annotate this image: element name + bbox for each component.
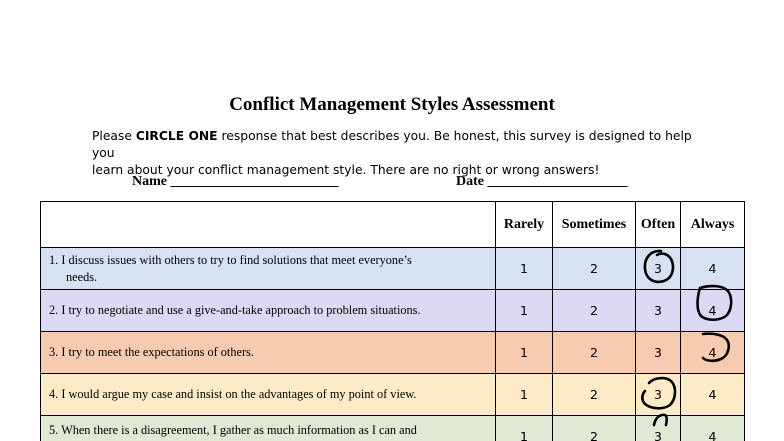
option-always[interactable] bbox=[681, 332, 745, 374]
date-field[interactable]: Date ____________________ bbox=[456, 174, 628, 189]
option-always[interactable] bbox=[681, 248, 745, 290]
option-value: 1 bbox=[520, 429, 528, 441]
question-text bbox=[41, 332, 496, 374]
survey-table bbox=[40, 201, 745, 441]
name-field[interactable]: Name ________________________ bbox=[132, 174, 339, 189]
option-value: 1 bbox=[520, 303, 528, 318]
question-line1: I try to meet the expectations of others. bbox=[61, 345, 254, 359]
header-sometimes: Sometimes bbox=[553, 202, 636, 248]
question-number: 2. bbox=[49, 303, 59, 317]
option-sometimes[interactable] bbox=[553, 332, 636, 374]
option-sometimes[interactable] bbox=[553, 416, 636, 441]
option-value: 1 bbox=[520, 387, 528, 402]
option-often[interactable] bbox=[636, 290, 681, 332]
question-number: 4. bbox=[49, 387, 59, 401]
option-value: 2 bbox=[590, 387, 598, 402]
question-row bbox=[41, 416, 745, 441]
option-rarely[interactable] bbox=[496, 416, 553, 441]
instructions-line1: response that best describes you. Be honest, this survey is designed to help you bbox=[92, 129, 692, 160]
statement-header bbox=[41, 202, 496, 248]
option-value: 1 bbox=[520, 261, 528, 276]
option-rarely[interactable] bbox=[496, 290, 553, 332]
option-rarely[interactable] bbox=[496, 332, 553, 374]
option-value: 4 bbox=[708, 345, 717, 360]
instructions-prefix: Please bbox=[92, 129, 136, 143]
instructions-emphasis: CIRCLE ONE bbox=[135, 129, 218, 143]
instructions bbox=[92, 128, 692, 179]
header-row bbox=[41, 202, 745, 248]
option-value: 2 bbox=[590, 261, 598, 276]
question-text bbox=[41, 416, 496, 441]
question-line1: I would argue my case and insist on the advantages of my point of view. bbox=[61, 387, 417, 401]
option-value: 3 bbox=[654, 387, 662, 402]
option-value: 2 bbox=[590, 429, 598, 441]
question-number: 1. bbox=[49, 252, 59, 267]
option-value: 2 bbox=[590, 345, 598, 360]
option-value: 3 bbox=[654, 345, 662, 360]
question-row bbox=[41, 332, 745, 374]
question-row bbox=[41, 374, 745, 416]
option-value: 3 bbox=[654, 261, 662, 276]
option-value: 1 bbox=[520, 345, 528, 360]
question-text bbox=[41, 248, 496, 290]
header-rarely: Rarely bbox=[496, 202, 553, 248]
option-value: 2 bbox=[590, 303, 598, 318]
option-always[interactable] bbox=[681, 416, 745, 441]
option-rarely[interactable] bbox=[496, 374, 553, 416]
option-often[interactable] bbox=[636, 374, 681, 416]
option-value: 4 bbox=[708, 303, 717, 318]
option-value: 4 bbox=[708, 387, 717, 402]
question-number: 3. bbox=[49, 345, 59, 359]
option-value: 3 bbox=[654, 429, 662, 441]
question-row bbox=[41, 248, 745, 290]
question-line2: needs. bbox=[66, 269, 98, 284]
option-often[interactable] bbox=[636, 332, 681, 374]
option-sometimes[interactable] bbox=[553, 374, 636, 416]
option-sometimes[interactable] bbox=[553, 248, 636, 290]
header-often: Often bbox=[636, 202, 681, 248]
option-rarely[interactable] bbox=[496, 248, 553, 290]
option-always[interactable] bbox=[681, 290, 745, 332]
question-text bbox=[41, 374, 496, 416]
header-always: Always bbox=[681, 202, 745, 248]
option-value: 3 bbox=[654, 303, 662, 318]
option-often[interactable] bbox=[636, 416, 681, 441]
page-title: Conflict Management Styles Assessment bbox=[229, 94, 555, 115]
option-value: 4 bbox=[708, 429, 717, 441]
option-sometimes[interactable] bbox=[553, 290, 636, 332]
question-line1: When there is a disagreement, I gather as much information as I can and bbox=[61, 423, 417, 437]
question-line1: I try to negotiate and use a give-and-take approach to problem situations. bbox=[61, 303, 421, 317]
question-text bbox=[41, 290, 496, 332]
option-often[interactable] bbox=[636, 248, 681, 290]
question-line1: I discuss issues with others to try to find solutions that meet everyone’s bbox=[61, 252, 412, 267]
question-number: 5. bbox=[49, 423, 59, 437]
option-always[interactable] bbox=[681, 374, 745, 416]
instructions-line2: learn about your conflict management style. There are no right or wrong answers! bbox=[92, 163, 600, 177]
option-value: 4 bbox=[708, 261, 717, 276]
question-row bbox=[41, 290, 745, 332]
